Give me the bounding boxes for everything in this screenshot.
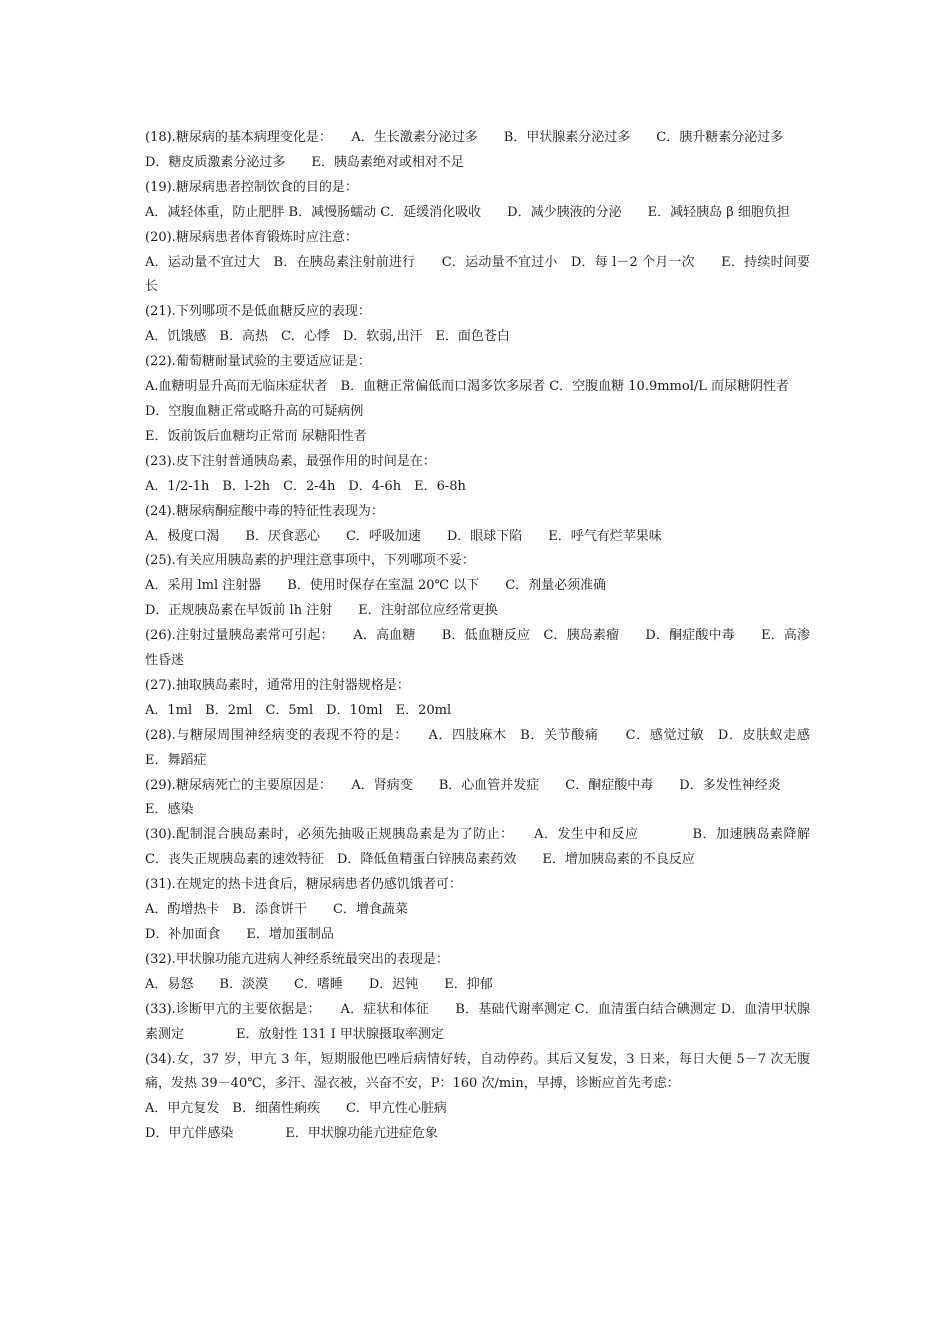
q23-options: A．1/2-1h B．l-2h C．2-4h D．4-6h E．6-8h [145,478,466,494]
q23-stem: (23).皮下注射普通胰岛素，最强作用的时间是在： [145,453,436,469]
q32-stem: (32).甲状腺功能亢进病人神经系统最突出的表现是： [145,951,449,967]
q27-stem: (27).抽取胰岛素时，通常用的注射器规格是： [145,677,410,693]
q20-options: A．运动量不宜过大 B．在胰岛素注射前进行 C．运动量不宜过小 D．每 l－2 个月一次 E．持续时间要长 [145,254,810,295]
q34-options-2: D．甲亢伴感染 E．甲状腺功能亢进症危象 [145,1126,438,1142]
q21-options: A．饥饿感 B．高热 C．心悸 D．软弱,出汗 E．面色苍白 [145,329,510,345]
q32-options: A．易怒 B．淡漠 C．嗜睡 D．迟钝 E．抑郁 [145,976,493,992]
q19-options: A．减轻体重，防止肥胖 B．减慢肠蠕动 C．延缓消化吸收 D．减少胰液的分泌 E．减轻胰岛 β 细胞负担 [145,204,790,220]
q27-options: A．1ml B．2ml C．5ml D．10ml E．20ml [145,702,452,718]
q18-stem: (18).糖尿病的基本病理变化是： A．生长激素分泌过多 B．甲状腺素分泌过多 C．胰升糖素分泌过多 [145,130,784,145]
q22-options: A.血糖明显升高而无临床症状者 B．血糖正常偏低而口渴多饮多尿者 C．空腹血糖 10.9mmol/L 而尿糖阴性者 [145,379,790,395]
q26-stem: (26).注射过量胰岛素常可引起： A．高血糖 B．低血糖反应 C．胰岛素瘤 D．酮症酸中毒 E．高渗性昏迷 [145,628,810,669]
q24-options: A．极度口渴 B．厌食恶心 C．呼吸加速 D．眼球下陷 E．呼气有烂苹果味 [145,528,662,544]
q22-option-d: D．空腹血糖正常或略升高的可疑病例 [145,403,364,419]
q28-stem: (28).与糖尿周围神经病变的表现不符的是： A．四肢麻木 B．关节酸痛 C．感觉过敏 D．皮肤蚁走感 E．舞蹈症 [145,727,824,768]
q22-option-e: E．饭前饭后血糖均正常而 尿糖阳性者 [145,428,367,444]
q29-option-e: E．感染 [145,802,194,818]
q34-stem: (34).女，37 岁，甲亢 3 年，短期服他巴唑后病情好转，自动停药。其后又复发，3 日来，每日大便 5－7 次无腹痛，发热 39－40℃，多汗、湿衣被，兴奋不安，P：160 次/min，早搏，诊断应首先考虑： [145,1051,810,1092]
q25-stem: (25).有关应用胰岛素的护理注意事项中，下列哪项不妥： [145,553,475,569]
q22-stem: (22).葡萄糖耐量试验的主要适应证是： [145,354,371,370]
q31-options-2: D．补加面食 E．增加蛋制品 [145,927,334,942]
q31-stem: (31).在规定的热卡进食后，糖尿病患者仍感饥饿者可： [145,877,462,893]
question-list [145,126,837,1147]
q19-stem: (19).糖尿病患者控制饮食的目的是： [145,179,358,195]
q18-options: D．糖皮质激素分泌过多 E．胰岛素绝对或相对不足 [145,154,464,170]
q20-stem: (20).糖尿病患者体育锻炼时应注意： [145,229,358,245]
q29-stem: (29).糖尿病死亡的主要原因是： A．肾病变 B．心血管并发症 C．酮症酸中毒 D．多发性神经炎 [145,777,781,793]
q30-stem: (30).配制混合胰岛素时，必须先抽吸正规胰岛素是为了防止： A．发生中和反应 B．加速胰岛素降解 C．丧失正规胰岛素的速效特征 D．降低鱼精蛋白锌胰岛素药效 E．增加胰岛素的不良反应 [145,827,837,868]
q24-stem: (24).糖尿病酮症酸中毒的特征性表现为： [145,503,384,519]
q31-options: A．酌增热卡 B．添食饼干 C．增食蔬菜 [145,902,408,918]
q34-options: A．甲亢复发 B．细菌性痢疾 C．甲亢性心脏病 [145,1101,447,1117]
q25-options-2: D．正规胰岛素在早饭前 lh 注射 E．注射部位应经常更换 [145,603,498,619]
q21-stem: (21).下列哪项不是低血糖反应的表现： [145,304,371,320]
q33-stem: (33).诊断甲亢的主要依据是： A．症状和体征 B．基础代谢率测定 C．血清蛋白结合碘测定 D．血清甲状腺素测定 E．放射性 131 I 甲状腺摄取率测定 [145,1001,810,1042]
q25-options: A．采用 lml 注射器 B．使用时保存在室温 20℃ 以下 C．剂量必须准确 [145,578,607,594]
